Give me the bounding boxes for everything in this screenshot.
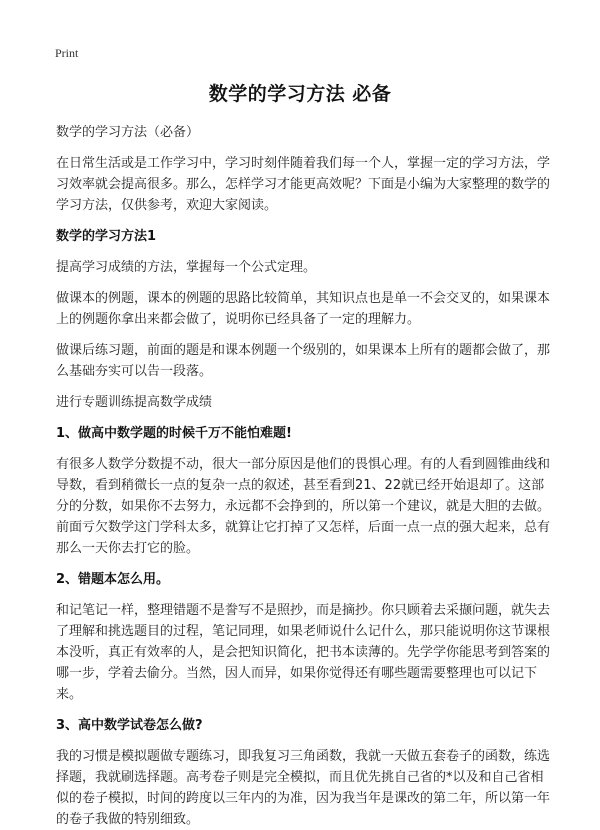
paragraph: 做课本的例题，课本的例题的思路比较简单，其知识点也是单一不会交叉的，如果课本上的例题你拿出来都会做了，说明你已经具备了一定的理解力。 (56, 291, 551, 327)
item-heading-3: 3、高中数学试卷怎么做? (56, 718, 203, 733)
paragraph: 做课后练习题，前面的题是和课本例题一个级别的，如果课本上所有的题都会做了，那么基础夯实可以告一段落。 (56, 343, 551, 379)
paragraph: 提高学习成绩的方法，掌握每一个公式定理。 (56, 260, 317, 275)
item-heading-2: 2、错题本怎么用。 (56, 572, 170, 587)
item-heading-1: 1、做高中数学题的时候千万不能怕难题! (56, 426, 292, 441)
item-text-2: 和记笔记一样，整理错题不是誊写不是照抄，而是摘抄。你只顾着去采撷问题，就失去了理解和挑选题目的过程，笔记同理，如果老师说什么记什么，那只能说明你这节课根本没听，真正有效率的人，是会把知识简化，把书本读薄的。先学学你能思考到答案的哪一步，学着去偷分。当然，因人而异，如果你觉得还有哪些题需要整理也可以记下来。 (56, 603, 551, 702)
section-heading-1: 数学的学习方法1 (56, 229, 157, 244)
intro-paragraph: 在日常生活或是工作学习中，学习时刻伴随着我们每一个人，掌握一定的学习方法，学习效率就会提高很多。那么，怎样学习才能更高效呢？下面是小编为大家整理的数学的学习方法，仅供参考，欢迎大家阅读。 (56, 156, 551, 213)
paragraph: 进行专题训练提高数学成绩 (56, 395, 213, 410)
page-title: 数学的学习方法 必备 (208, 83, 392, 105)
item-text-3: 我的习惯是模拟题做专题练习，即我复习三角函数，我就一天做五套卷子的函数，练选择题，我就刷选择题。高考卷子则是完全模拟，而且优先挑自己省的*以及和自己省相似的卷子模拟，时间的跨度以三年内的为准，因为我当年是课改的第二年，所以第一年的卷子我做的特别细致。 (56, 749, 551, 827)
item-text-1: 有很多人数学分数提不动，很大一部分原因是他们的畏惧心理。有的人看到圆锥曲线和导数，看到稍微长一点的复杂一点的叙述，甚至看到21、22就已经开始退却了。这部分的分数，如果你不去努力，永远都不会挣到的，所以第一个建议，就是大胆的去做。前面亏欠数学这门学科太多，就算让它打掉了又怎样，后面一点一点的强大起来，总有那么一天你去打它的脸。 (56, 457, 551, 556)
subtitle: 数学的学习方法（必备） (56, 125, 200, 140)
article-body (56, 122, 550, 830)
print-link[interactable]: Print (55, 46, 79, 60)
